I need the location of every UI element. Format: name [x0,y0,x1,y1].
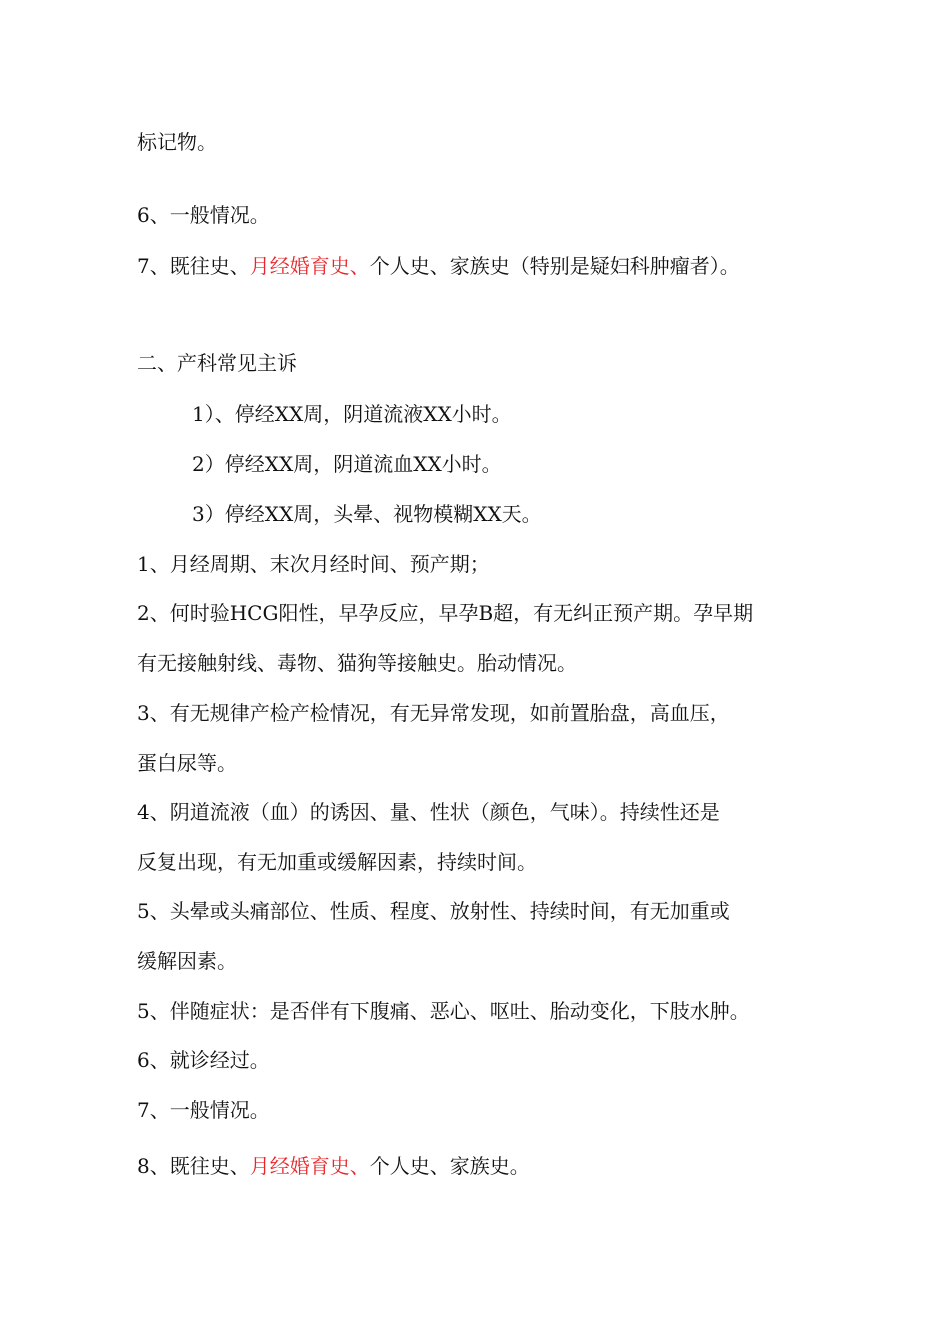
obs-item-5-line-2: 缓解因素。 [137,949,237,973]
gyn-item-6: 6、一般情况。 [137,203,270,227]
obs-item-5-symptoms: 5、伴随症状：是否伴有下腹痛、恶心、呕吐、胎动变化，下肢水肿。 [137,999,750,1023]
obs-item-1: 1、月经周期、末次月经时间、预产期； [137,552,490,576]
text-line-marker: 标记物。 [137,130,217,154]
gyn-item-7 [137,253,740,279]
obs-item-8-part-b: 个人史、家族史。 [369,1154,530,1178]
obs-item-8 [137,1153,530,1179]
obs-item-8-highlight: 月经婚育史、 [249,1154,370,1178]
obs-item-5-line-1: 5、头晕或头痛部位、性质、程度、放射性、持续时间，有无加重或 [137,899,730,923]
obs-item-8-part-a: 8、既往史、 [137,1154,250,1178]
complaint-1: 1）、停经XX周，阴道流液XX小时。 [192,402,512,426]
obs-item-3-line-2: 蛋白尿等。 [137,751,237,775]
complaint-2: 2）停经XX周，阴道流血XX小时。 [192,452,502,476]
gyn-item-7-highlight: 月经婚育史、 [249,254,370,278]
section-heading-obstetric: 二、产科常见主诉 [137,351,297,375]
obs-item-2-line-2: 有无接触射线、毒物、猫狗等接触史。胎动情况。 [137,651,577,675]
gyn-item-7-part-a: 7、既往史、 [137,254,250,278]
obs-item-4-line-2: 反复出现，有无加重或缓解因素，持续时间。 [137,850,537,874]
complaint-3: 3）停经XX周，头晕、视物模糊XX天。 [192,502,542,526]
obs-item-4-line-1: 4、阴道流液（血）的诱因、量、性状（颜色，气味）。持续性还是 [137,800,720,824]
obs-item-2-line-1: 2、何时验HCG阳性，早孕反应，早孕B超，有无纠正预产期。孕早期 [137,601,754,625]
obs-item-3-line-1: 3、有无规律产检产检情况，有无异常发现，如前置胎盘，高血压， [137,701,730,725]
obs-item-6: 6、就诊经过。 [137,1048,270,1072]
obs-item-7: 7、一般情况。 [137,1098,270,1122]
gyn-item-7-part-b: 个人史、家族史（特别是疑妇科肿瘤者）。 [369,254,740,278]
